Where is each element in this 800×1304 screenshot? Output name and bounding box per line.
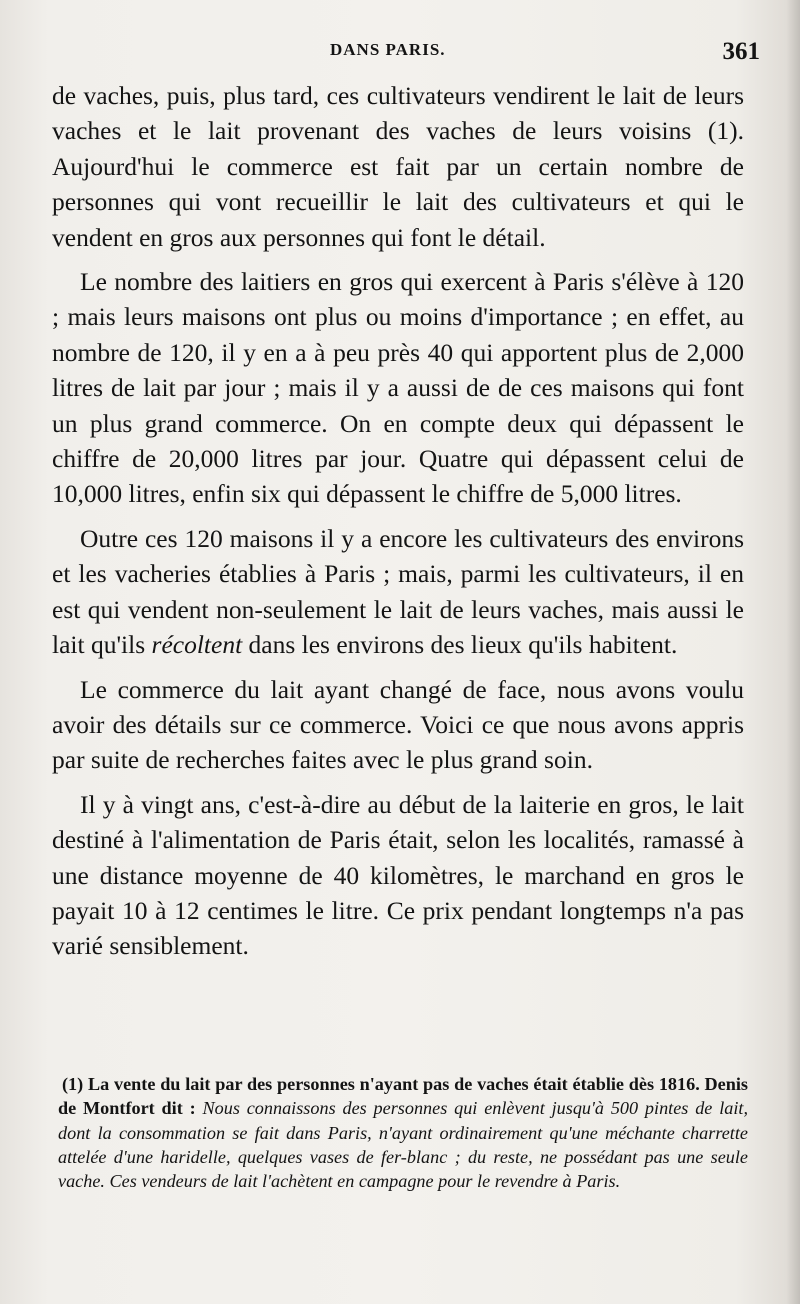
page-edge-shadow [786, 0, 800, 1304]
footnote [58, 1072, 748, 1193]
paragraph-3 [52, 521, 744, 663]
paragraph-3-end: dans les environs des lieux qu'ils habitent. [242, 630, 678, 660]
paragraph-3-emphasis: récoltent [151, 630, 243, 660]
paragraph-4: Le commerce du lait ayant changé de face, nous avons voulu avoir des détails sur ce commerce. Voici ce que nous avons appris par suite de recherches faites avec le plus grand soin. [52, 674, 744, 775]
body-text [52, 78, 744, 973]
page-header [52, 38, 760, 68]
footnote-1 [58, 1072, 748, 1193]
running-head: DANS PARIS. [330, 40, 446, 59]
footnote-quote: Nous connaissons des personnes qui enlèvent jusqu'à 500 pintes de lait, dont la consommation se fait dans Paris, n'ayant ordinairement qu'une méchante charrette attelée d'une haridelle, quelques vases de fer-blanc ; du reste, ne possédant pas une seule vache. Ces vendeurs de lait l'achètent en campagne pour le revendre à Paris. [58, 1098, 748, 1192]
footnote-text: (1) La vente du lait par des personnes n'ayant pas de vaches était établie dès 1816. Denis de Montfort dit : [58, 1074, 748, 1119]
paragraph-3-start: Outre ces 120 maisons il y a encore les cultivateurs des environs et les vacheries établies à Paris ; mais, parmi les cultivateurs, il en est qui vendent non-seulement le lait de leurs vaches, mais aussi le lait qu'ils [52, 523, 744, 660]
paragraph-5: Il y à vingt ans, c'est-à-dire au début de la laiterie en gros, le lait destiné à l'alimentation de Paris était, selon les localités, ramassé à une distance moyenne de 40 kilomètres, le marchand en gros le payait 10 à 12 centimes le litre. Ce prix pendant longtemps n'a pas varié sensiblement. [52, 789, 744, 961]
paragraph-1: de vaches, puis, plus tard, ces cultivateurs vendirent le lait de leurs vaches et le lait provenant des vaches de leurs voisins (1). Aujourd'hui le commerce est fait par un certain nombre de personnes qui vont recueillir le lait des cultivateurs et qui le vendent en gros aux personnes qui font le détail. [52, 81, 744, 252]
paragraph-2: Le nombre des laitiers en gros qui exercent à Paris s'élève à 120 ; mais leurs maisons ont plus ou moins d'importance ; en effet, au nombre de 120, il y en a à peu près 40 qui apportent plus de 2,000 litres de lait par jour ; mais il y a aussi de de ces maisons qui font un plus grand commerce. On en compte deux qui dépassent le chiffre de 20,000 litres par jour. Quatre qui dépassent celui de 10,000 litres, enfin six qui dépassent le chiffre de 5,000 litres. [52, 267, 744, 509]
page-number: 361 [722, 38, 760, 65]
